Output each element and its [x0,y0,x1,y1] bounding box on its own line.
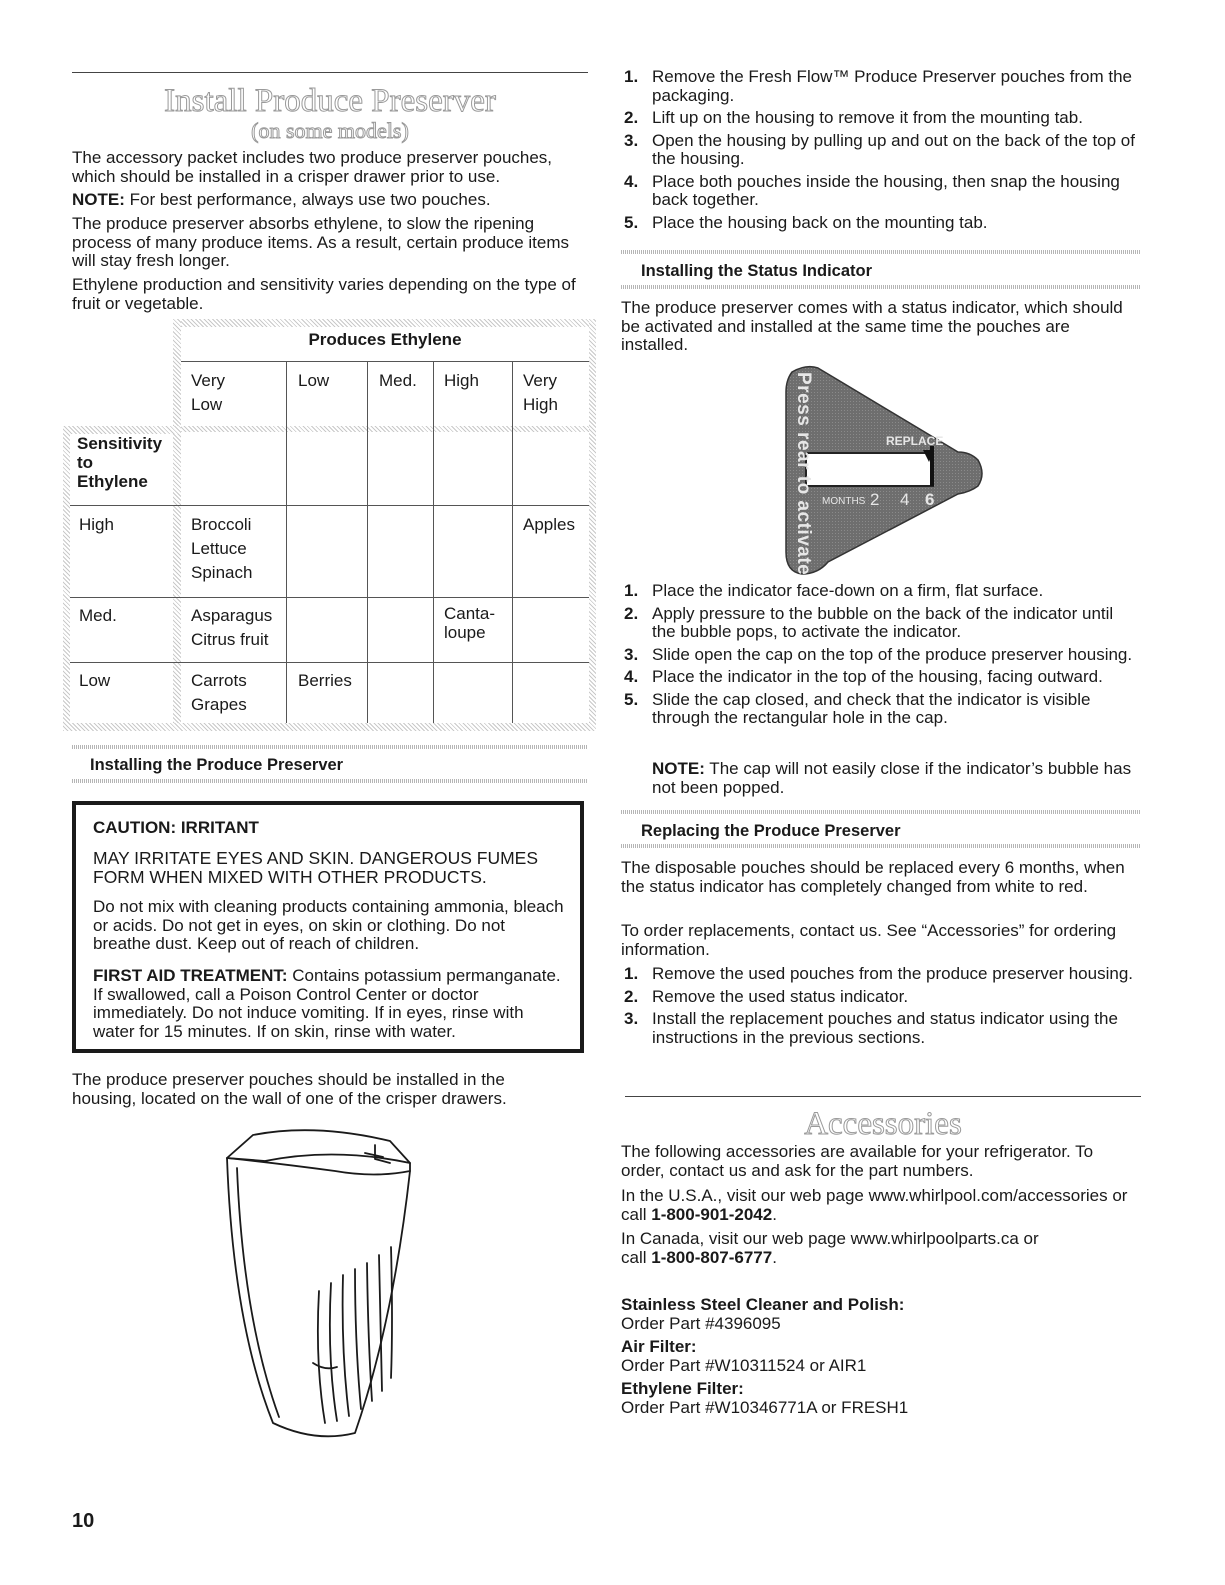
accessory-part: Order Part #W10346771A or FRESH1 [621,1397,909,1417]
heading-installing-status-indicator: Installing the Status Indicator [641,262,873,280]
list-item: 4. Place the indicator in the top of the housing, facing outward. [624,667,1103,686]
list-item: 2. Remove the used status indicator. [624,986,909,1006]
first-aid-paragraph [93,967,567,1041]
list-item: 1. Place the indicator face-down on a firm, flat surface. [624,581,1044,600]
accessories-rule [625,1096,1141,1097]
indicator-tick-4: 4 [900,490,910,509]
section-title-accessories: Accessories [804,1106,962,1142]
list-item: 1. Remove the Fresh Flow™ Produce Preserver pouches from the packaging. [624,67,1132,105]
col-head-very-high: Very High [523,371,558,414]
housing-paragraph: The produce preserver pouches should be installed in the housing, located on the wall of one of the crisper drawers. [72,1070,507,1108]
note-text: The cap will not easily close if the indicator’s bubble has not been popped. [652,759,1132,797]
first-aid-text: Contains potassium permanganate. If swallowed, call a Poison Control Center or doctor immediately. Do not induce vomiting. If in eyes, rinse with water for 15 minutes. If on skin, rinse with water. [93,966,561,1041]
top-rule-left [72,72,588,73]
cell-med-high: Canta- loupe [444,604,496,642]
col-head-high: High [444,371,479,390]
accessory-name: Air Filter: [621,1337,697,1356]
produce-preserver-housing-illustration [215,1123,445,1449]
row-head-sensitivity: Sensitivity to Ethylene [77,434,163,491]
cell-low-very-low: Carrots Grapes [191,671,247,714]
replacing-paragraph-2: To order replacements, contact us. See “Accessories” for ordering information. [621,921,1117,959]
canada-text: In Canada, visit our web page www.whirlpoolparts.ca or call [621,1229,1039,1267]
caution-paragraph: Do not mix with cleaning products containing ammonia, bleach or acids. Do not get in eyes, on skin or clothing. Do not breathe dust. Keep out of reach of children. [93,897,564,953]
intro-paragraph-2: The produce preserver absorbs ethylene, to slow the ripening process of many produce items. As a result, certain produce items will stay fresh longer. [72,214,570,270]
accessory-item [621,1296,1141,1333]
note-paragraph [72,191,590,210]
accessory-list [621,1296,1141,1417]
col-head-med: Med. [379,371,417,390]
divider-install-bottom [72,779,588,783]
first-aid-label: FIRST AID TREATMENT: [93,966,288,985]
indicator-tick-2: 2 [870,490,880,509]
replacing-paragraph-1: The disposable pouches should be replaced every 6 months, when the status indicator has completely changed from white to red. [621,858,1125,896]
note-label: NOTE: [72,190,125,209]
page-number: 10 [72,1510,95,1532]
replacement-steps-list [621,965,1141,1051]
list-item: 3. Slide open the cap on the top of the produce preserver housing. [624,644,1133,664]
accessory-part: Order Part #4396095 [621,1313,781,1333]
accessory-item [621,1380,1141,1417]
accessories-intro: The following accessories are available for your refrigerator. To order, contact us and ask for the part numbers. [621,1142,1094,1180]
note-text: For best performance, always use two pouches. [124,190,491,209]
divider-replacing-bottom [621,844,1141,848]
indicator-replace-label: REPLACE [886,434,944,448]
removal-steps-list [621,68,1141,236]
accessory-name: Ethylene Filter: [621,1379,744,1398]
list-item: 3. Install the replacement pouches and status indicator using the instructions in the previous sections. [624,1009,1118,1047]
intro-paragraph-3: Ethylene production and sensitivity varies depending on the type of fruit or vegetable. [72,275,576,313]
accessory-name: Stainless Steel Cleaner and Polish: [621,1295,905,1314]
list-item: 5. Place the housing back on the mounting tab. [624,212,988,232]
status-indicator-illustration [778,362,988,580]
caution-warning: MAY IRRITATE EYES AND SKIN. DANGEROUS FUMES FORM WHEN MIXED WITH OTHER PRODUCTS. [93,848,539,887]
divider-replacing-top [621,810,1141,814]
caution-box [72,801,584,1053]
indicator-months-label: MONTHS [822,496,866,507]
row-label-med: Med. [79,606,117,625]
cell-med-very-low: Asparagus Citrus fruit [191,606,273,649]
cell-high-very-high: Apples [523,515,575,534]
divider-status-top [621,250,1141,254]
col-head-low: Low [298,371,330,390]
col-head-very-low: Very Low [191,371,226,414]
list-item: 2. Lift up on the housing to remove it from the mounting tab. [624,108,1083,127]
list-item: 3. Open the housing by pulling up and out on the back of the top of the housing. [624,130,1135,168]
divider-install-top [72,745,588,749]
list-item: 4. Place both pouches inside the housing, then snap the housing back together. [624,171,1120,209]
heading-replacing-produce-preserver: Replacing the Produce Preserver [641,822,901,840]
accessory-item [621,1338,1141,1375]
canada-phone: 1-800-807-6777 [651,1247,773,1267]
indicator-tick-6: 6 [925,490,935,509]
accessories-usa: In the U.S.A., visit our web page www.whirlpool.com/accessories or call 1-800-901-2042. [621,1186,1128,1224]
list-item: 5. Slide the cap closed, and check that the indicator is visible through the rectangular hole in the cap. [624,689,1091,727]
cell-low-low: Berries [298,671,352,690]
status-intro-paragraph: The produce preserver comes with a status indicator, which should be activated and installed at the same time the pouches are installed. [621,298,1123,354]
cell-high-very-low: Broccoli Lettuce Spinach [191,515,253,582]
indicator-note [652,760,1132,797]
note-label: NOTE: [652,759,705,778]
list-item: 1. Remove the used pouches from the produce preserver housing. [624,964,1133,983]
caution-title: CAUTION: IRRITANT [93,818,259,837]
row-label-low: Low [79,671,111,690]
section-title-install: Install Produce Preserver [164,83,496,119]
intro-paragraph-1: The accessory packet includes two produce preserver pouches, which should be installed in a crisper drawer prior to use. [72,148,553,186]
usa-text: In the U.S.A., visit our web page www.whirlpool.com/accessories or call [621,1186,1128,1224]
indicator-side-text: Press rear to activate [793,372,814,576]
indicator-steps-list [621,582,1141,732]
row-label-high: High [79,515,114,534]
table-header-produces-ethylene: Produces Ethylene [308,330,462,349]
accessories-canada: In Canada, visit our web page www.whirlpoolparts.ca or call 1-800-807-6777. [621,1229,1039,1267]
section-subtitle: (on some models) [251,118,409,143]
list-item: 2. Apply pressure to the bubble on the back of the indicator until the bubble pops, to activate the indicator. [624,603,1114,641]
heading-installing-produce-preserver: Installing the Produce Preserver [90,756,344,774]
divider-status-bottom [621,285,1141,289]
usa-phone: 1-800-901-2042 [651,1204,773,1224]
ethylene-table [63,319,596,731]
accessory-part: Order Part #W10311524 or AIR1 [621,1355,867,1375]
